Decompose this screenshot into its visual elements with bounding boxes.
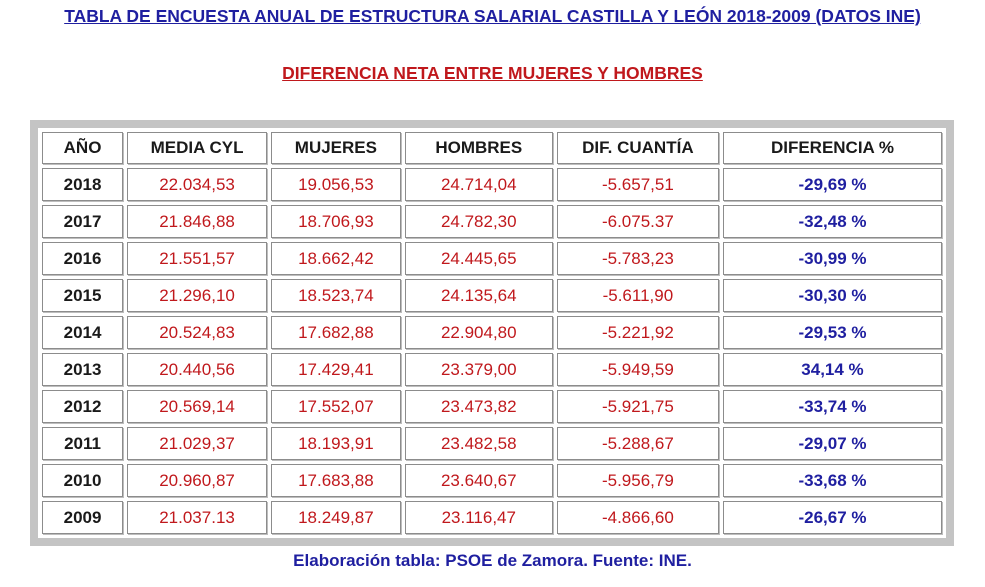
dif-cuantia-cell: -5.783,23: [557, 242, 719, 275]
table-row: [42, 205, 942, 238]
table-row: [42, 353, 942, 386]
mujeres-cell: 17.682,88: [271, 316, 401, 349]
media-cyl-cell: 21.029,37: [127, 427, 267, 460]
media-cyl-cell: 21.296,10: [127, 279, 267, 312]
media-cyl-cell: 20.569,14: [127, 390, 267, 423]
year-cell: 2012: [42, 390, 123, 423]
table-row: [42, 316, 942, 349]
page-subtitle: DIFERENCIA NETA ENTRE MUJERES Y HOMBRES: [282, 63, 703, 83]
table-row: [42, 242, 942, 275]
hombres-cell: 23.473,82: [405, 390, 553, 423]
media-cyl-cell: 21.551,57: [127, 242, 267, 275]
year-cell: 2017: [42, 205, 123, 238]
diferencia-pct-cell: -32,48 %: [723, 205, 942, 238]
diferencia-pct-cell: 34,14 %: [723, 353, 942, 386]
dif-cuantia-cell: -5.921,75: [557, 390, 719, 423]
diferencia-pct-cell: -26,67 %: [723, 501, 942, 534]
hombres-cell: 24.714,04: [405, 168, 553, 201]
source-footer: Elaboración tabla: PSOE de Zamora. Fuente: INE.: [293, 551, 692, 570]
diferencia-pct-cell: -30,30 %: [723, 279, 942, 312]
hombres-cell: 23.379,00: [405, 353, 553, 386]
mujeres-cell: 19.056,53: [271, 168, 401, 201]
diferencia-pct-cell: -33,68 %: [723, 464, 942, 497]
dif-cuantia-cell: -5.956,79: [557, 464, 719, 497]
diferencia-pct-cell: -29,69 %: [723, 168, 942, 201]
diferencia-pct-cell: -33,74 %: [723, 390, 942, 423]
mujeres-cell: 18.523,74: [271, 279, 401, 312]
media-cyl-cell: 22.034,53: [127, 168, 267, 201]
table-row: [42, 279, 942, 312]
hombres-cell: 24.782,30: [405, 205, 553, 238]
hombres-cell: 24.445,65: [405, 242, 553, 275]
year-cell: 2015: [42, 279, 123, 312]
diferencia-pct-cell: -30,99 %: [723, 242, 942, 275]
year-cell: 2011: [42, 427, 123, 460]
media-cyl-cell: 21.037.13: [127, 501, 267, 534]
header-ano: AÑO: [42, 132, 123, 164]
mujeres-cell: 17.552,07: [271, 390, 401, 423]
media-cyl-cell: 20.524,83: [127, 316, 267, 349]
hombres-cell: 23.116,47: [405, 501, 553, 534]
media-cyl-cell: 20.440,56: [127, 353, 267, 386]
mujeres-cell: 18.249,87: [271, 501, 401, 534]
year-cell: 2014: [42, 316, 123, 349]
table-row: [42, 464, 942, 497]
year-cell: 2009: [42, 501, 123, 534]
table-row: [42, 501, 942, 534]
year-cell: 2018: [42, 168, 123, 201]
year-cell: 2010: [42, 464, 123, 497]
media-cyl-cell: 20.960,87: [127, 464, 267, 497]
hombres-cell: 24.135,64: [405, 279, 553, 312]
diferencia-pct-cell: -29,53 %: [723, 316, 942, 349]
table-row: [42, 427, 942, 460]
hombres-cell: 23.482,58: [405, 427, 553, 460]
dif-cuantia-cell: -5.949,59: [557, 353, 719, 386]
year-cell: 2016: [42, 242, 123, 275]
dif-cuantia-cell: -5.288,67: [557, 427, 719, 460]
header-hombres: HOMBRES: [405, 132, 553, 164]
mujeres-cell: 18.193,91: [271, 427, 401, 460]
table-row: [42, 168, 942, 201]
header-mujeres: MUJERES: [271, 132, 401, 164]
dif-cuantia-cell: -5.611,90: [557, 279, 719, 312]
dif-cuantia-cell: -6.075.37: [557, 205, 719, 238]
page-title: TABLA DE ENCUESTA ANUAL DE ESTRUCTURA SALARIAL CASTILLA Y LEÓN 2018-2009 (DATOS INE): [64, 6, 921, 26]
dif-cuantia-cell: -5.657,51: [557, 168, 719, 201]
hombres-cell: 23.640,67: [405, 464, 553, 497]
salary-table: [38, 128, 946, 538]
mujeres-cell: 17.429,41: [271, 353, 401, 386]
table-row: [42, 390, 942, 423]
diferencia-pct-cell: -29,07 %: [723, 427, 942, 460]
mujeres-cell: 18.662,42: [271, 242, 401, 275]
table-header-row: [42, 132, 942, 164]
table-container: [38, 128, 946, 538]
header-diferencia-pct: DIFERENCIA %: [723, 132, 942, 164]
header-media-cyl: MEDIA CYL: [127, 132, 267, 164]
media-cyl-cell: 21.846,88: [127, 205, 267, 238]
hombres-cell: 22.904,80: [405, 316, 553, 349]
table-frame: [30, 120, 954, 546]
dif-cuantia-cell: -4.866,60: [557, 501, 719, 534]
dif-cuantia-cell: -5.221,92: [557, 316, 719, 349]
mujeres-cell: 17.683,88: [271, 464, 401, 497]
year-cell: 2013: [42, 353, 123, 386]
header-dif-cuantia: DIF. CUANTÍA: [557, 132, 719, 164]
mujeres-cell: 18.706,93: [271, 205, 401, 238]
